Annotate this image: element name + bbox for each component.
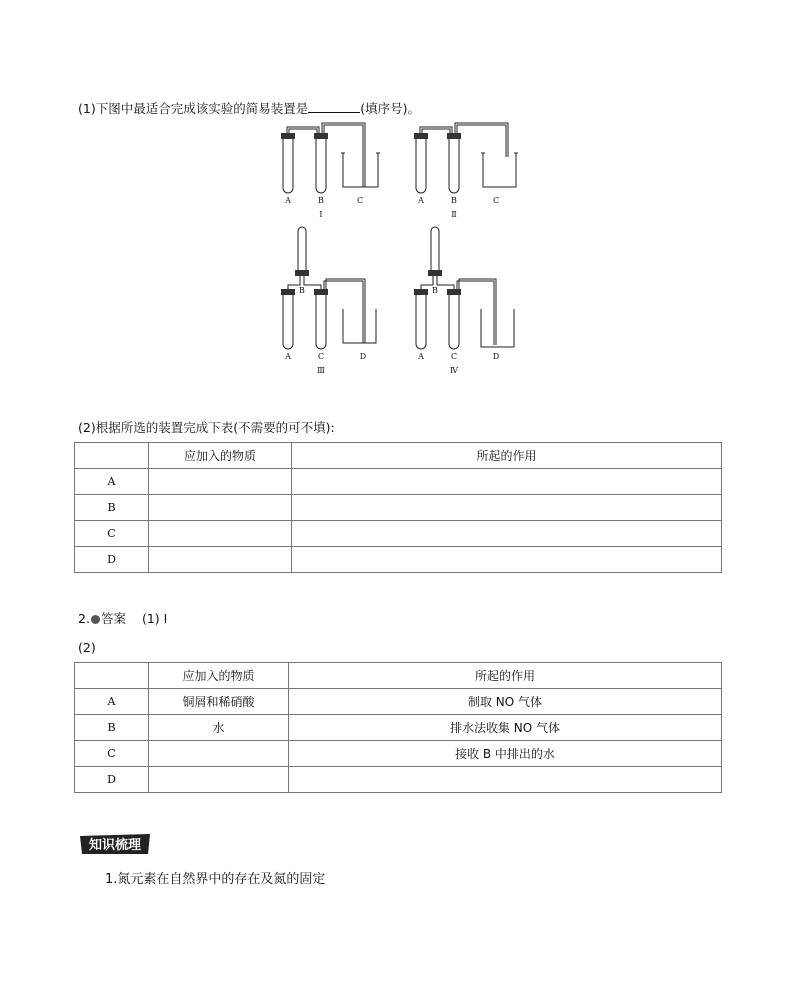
label-A: A (418, 196, 424, 205)
label-A: A (418, 352, 424, 361)
row-key: B (75, 715, 149, 741)
label-B: B (318, 196, 324, 205)
role-cell: 排水法收集 NO 气体 (289, 715, 722, 741)
question-1-suffix: (填序号)。 (360, 101, 420, 116)
answer-label: 答案 (100, 611, 126, 626)
numeral-2: Ⅱ (451, 210, 457, 219)
apparatus-setup-2 (414, 123, 518, 219)
label-B: B (451, 196, 457, 205)
substance-cell[interactable] (149, 469, 292, 495)
table-row (75, 767, 722, 793)
role-cell: 制取 NO 气体 (289, 689, 722, 715)
label-C: C (317, 352, 325, 361)
question-2-text: (2)根据所选的装置完成下表(不需要的可不填): (78, 420, 335, 435)
role-cell[interactable] (292, 547, 722, 573)
row-key: A (75, 689, 149, 715)
table-header-row (75, 663, 722, 689)
substance-cell[interactable] (149, 521, 292, 547)
substance-cell: 水 (149, 715, 289, 741)
row-key: A (75, 469, 149, 495)
role-cell (289, 767, 722, 793)
answer-icon (91, 615, 100, 624)
question-1-text: (1)下图中最适合完成该实验的简易装置是 (78, 101, 309, 116)
label-C: C (492, 196, 500, 205)
label-A: A (285, 196, 291, 205)
section-item-1: 1.氮元素在自然界中的存在及氮的固定 (105, 872, 326, 887)
label-D: D (492, 352, 500, 361)
substance-cell: 铜屑和稀硝酸 (149, 689, 289, 715)
table-row (75, 521, 722, 547)
apparatus-setup-3 (281, 227, 376, 375)
blank-table (74, 442, 722, 573)
role-cell: 接收 B 中排出的水 (289, 741, 722, 767)
table-header-role: 所起的作用 (289, 663, 722, 689)
table-header-substance: 应加入的物质 (149, 443, 292, 469)
label-B: B (432, 286, 438, 295)
row-key: B (75, 495, 149, 521)
substance-cell[interactable] (149, 547, 292, 573)
answer-blank[interactable] (308, 100, 360, 113)
apparatus-figure (0, 115, 794, 395)
role-cell[interactable] (292, 521, 722, 547)
label-B: B (299, 286, 305, 295)
apparatus-setup-1 (281, 123, 380, 219)
numeral-1: Ⅰ (319, 210, 323, 219)
substance-cell (149, 741, 289, 767)
role-cell[interactable] (292, 495, 722, 521)
label-C: C (450, 352, 458, 361)
table-row (75, 689, 722, 715)
answer-number: 2. (78, 611, 90, 626)
role-cell[interactable] (292, 469, 722, 495)
table-row (75, 715, 722, 741)
answer-table (74, 662, 722, 793)
row-key: D (75, 767, 149, 793)
table-header-substance: 应加入的物质 (149, 663, 289, 689)
table-header-row (75, 443, 722, 469)
section-badge-text: 知识梳理 (88, 838, 142, 853)
answer-line (78, 611, 167, 627)
table-header-role: 所起的作用 (292, 443, 722, 469)
row-key: C (75, 741, 149, 767)
table-row (75, 741, 722, 767)
row-key: D (75, 547, 149, 573)
apparatus-setup-4 (414, 227, 514, 375)
row-key: C (75, 521, 149, 547)
numeral-3: Ⅲ (317, 366, 325, 375)
substance-cell[interactable] (149, 495, 292, 521)
substance-cell (149, 767, 289, 793)
label-C: C (356, 196, 364, 205)
label-A: A (285, 352, 291, 361)
table-header-corner (75, 663, 149, 689)
table-header-corner (75, 443, 149, 469)
table-row (75, 469, 722, 495)
section-badge (78, 832, 152, 856)
table-row (75, 547, 722, 573)
label-D: D (359, 352, 367, 361)
table-row (75, 495, 722, 521)
numeral-4: Ⅳ (450, 366, 458, 375)
answer-part-1: (1) Ⅰ (141, 611, 168, 626)
answer-part-2: (2) (78, 640, 96, 655)
